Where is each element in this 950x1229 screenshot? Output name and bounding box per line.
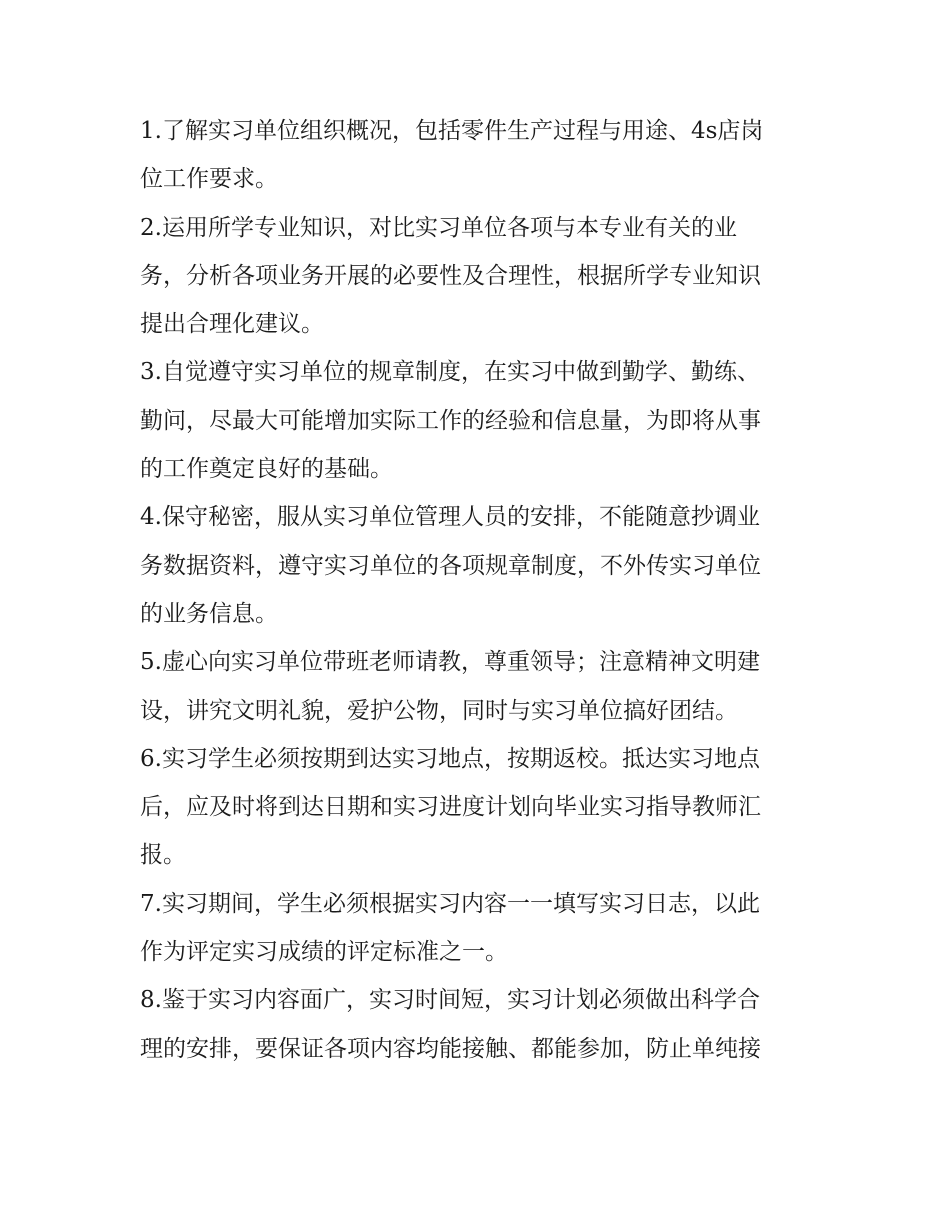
text-line: 设，讲究文明礼貌，爱护公物，同时与实习单位搞好团结。 (140, 697, 738, 724)
text-line: 8.鉴于实习内容面广，实习时间短，实习计划必须做出科学合 (140, 987, 760, 1014)
text-line: 位工作要求。 (140, 166, 278, 193)
text-line: 2.运用所学专业知识，对比实习单位各项与本专业有关的业 (140, 214, 737, 241)
text-line: 的业务信息。 (140, 600, 278, 627)
text-line: 理的安排，要保证各项内容均能接触、都能参加，防止单纯接 (140, 1035, 761, 1062)
list-item-7 (140, 880, 812, 977)
text-line: 7.实习期间，学生必须根据实习内容一一填写实习日志，以此 (140, 890, 760, 917)
text-line: 1.了解实习单位组织概况，包括零件生产过程与用途、4s店岗 (140, 118, 764, 144)
text-line: 后，应及时将到达日期和实习进度计划向毕业实习指导教师汇 (140, 794, 761, 821)
list-item-2 (140, 204, 812, 349)
list-item-1 (140, 107, 812, 204)
text-line: 的工作奠定良好的基础。 (140, 456, 393, 483)
text-line: 6.实习学生必须按期到达实习地点，按期返校。抵达实习地点 (140, 745, 760, 772)
text-line: 报。 (140, 842, 186, 869)
text-line: 5.虚心向实习单位带班老师请教，尊重领导；注意精神文明建 (140, 649, 760, 676)
list-item-5 (140, 638, 812, 735)
list-item-8 (140, 976, 812, 1073)
list-item-4 (140, 493, 812, 638)
document-body (140, 107, 812, 1073)
text-line: 务数据资料，遵守实习单位的各项规章制度，不外传实习单位 (140, 552, 761, 579)
text-line: 作为评定实习成绩的评定标准之一。 (140, 939, 508, 966)
text-line: 4.保守秘密，服从实习单位管理人员的安排，不能随意抄调业 (140, 504, 760, 531)
text-line: 务，分析各项业务开展的必要性及合理性，根据所学专业知识 (140, 262, 761, 289)
list-item-6 (140, 735, 812, 880)
list-item-3 (140, 348, 812, 493)
text-line: 提出合理化建议。 (140, 311, 324, 338)
text-line: 3.自觉遵守实习单位的规章制度，在实习中做到勤学、勤练、 (140, 359, 760, 386)
text-line: 勤问，尽最大可能增加实际工作的经验和信息量，为即将从事 (140, 407, 761, 434)
